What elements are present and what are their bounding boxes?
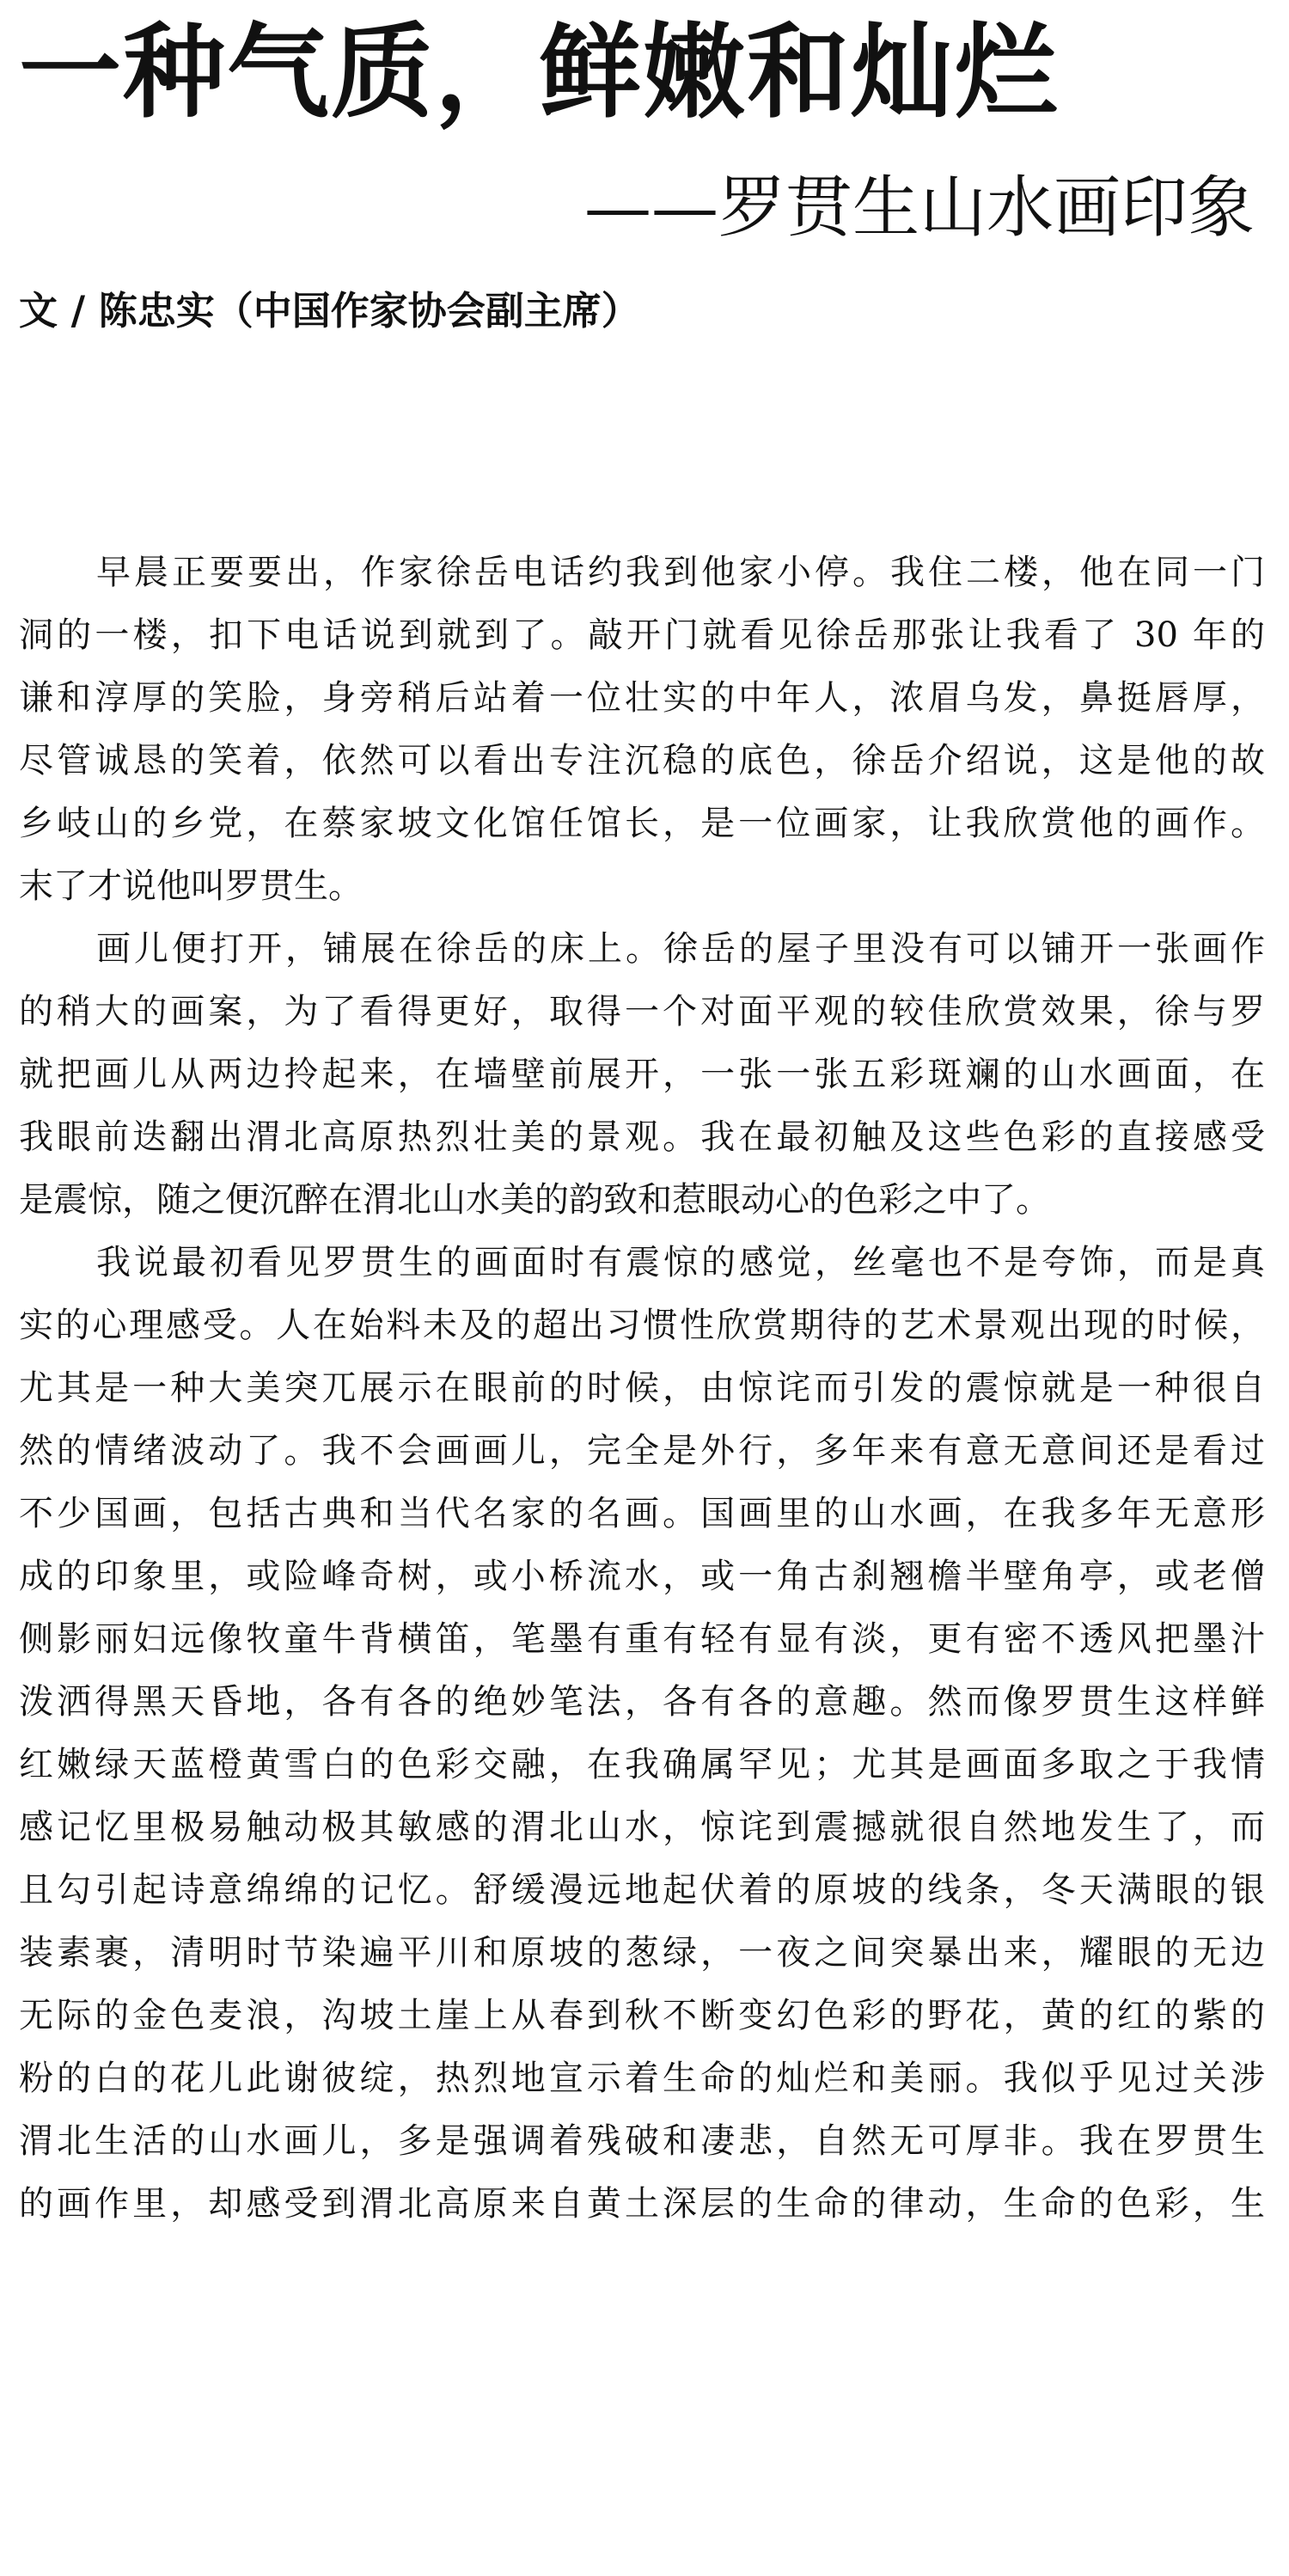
article-title: 一种气质，鲜嫩和灿烂 xyxy=(19,12,1059,132)
text-line: 无际的金色麦浪，沟坡土崖上从春到秋不断变幻色彩的野花，黄的红的紫的 xyxy=(19,1996,1265,2035)
text-line: 渭北生活的山水画儿，多是强调着残破和凄悲，自然无可厚非。我在罗贯生 xyxy=(19,2121,1265,2161)
text-line: 尽管诚恳的笑着，依然可以看出专注沉稳的底色，徐岳介绍说，这是他的故 xyxy=(19,741,1265,780)
text-line: 是震惊，随之便沉醉在渭北山水美的韵致和惹眼动心的色彩之中了。 xyxy=(19,1180,1050,1220)
text-line: 感记忆里极易触动极其敏感的渭北山水，惊诧到震撼就很自然地发生了，而 xyxy=(19,1808,1265,1847)
text-line: 红嫩绿天蓝橙黄雪白的色彩交融，在我确属罕见；尤其是画面多取之于我情 xyxy=(19,1745,1265,1784)
paragraph-1 xyxy=(19,542,1265,918)
text-line: 画儿便打开，铺展在徐岳的床上。徐岳的屋子里没有可以铺开一张画作 xyxy=(96,929,1265,969)
text-line: 乡岐山的乡党，在蔡家坡文化馆任馆长，是一位画家，让我欣赏他的画作。 xyxy=(19,804,1265,843)
paragraph-2 xyxy=(19,918,1265,1232)
text-line: 成的印象里，或险峰奇树，或小桥流水，或一角古刹翘檐半壁角亭，或老僧 xyxy=(19,1557,1265,1596)
text-line: 就把画儿从两边拎起来，在墙壁前展开，一张一张五彩斑斓的山水画面，在 xyxy=(19,1055,1265,1094)
text-line: 泼洒得黑天昏地，各有各的绝妙笔法，各有各的意趣。然而像罗贯生这样鲜 xyxy=(19,1682,1265,1722)
text-line: 实的心理感受。人在始料未及的超出习惯性欣赏期待的艺术景观出现的时候， xyxy=(19,1306,1265,1345)
paragraph-3 xyxy=(19,1232,1265,2236)
text-line: 谦和淳厚的笑脸，身旁稍后站着一位壮实的中年人，浓眉乌发，鼻挺唇厚， xyxy=(19,678,1265,718)
text-line: 然的情绪波动了。我不会画画儿，完全是外行，多年来有意无意间还是看过 xyxy=(19,1431,1265,1471)
article-body xyxy=(19,542,1265,2236)
text-line: 洞的一楼，扣下电话说到就到了。敲开门就看见徐岳那张让我看了 30 年的 xyxy=(19,615,1265,655)
text-line: 的画作里，却感受到渭北高原来自黄土深层的生命的律动，生命的色彩，生 xyxy=(19,2184,1265,2224)
text-line: 的稍大的画案，为了看得更好，取得一个对面平观的较佳欣赏效果，徐与罗 xyxy=(19,992,1265,1031)
text-line: 装素裹，清明时节染遍平川和原坡的葱绿，一夜之间突暴出来，耀眼的无边 xyxy=(19,1933,1265,1973)
text-line: 粉的白的花儿此谢彼绽，热烈地宣示着生命的灿烂和美丽。我似乎见过关涉 xyxy=(19,2059,1265,2098)
text-line: 末了才说他叫罗贯生。 xyxy=(19,866,363,906)
text-line: 我眼前迭翻出渭北高原热烈壮美的景观。我在最初触及这些色彩的直接感受 xyxy=(19,1117,1265,1157)
author-byline: 文 / 陈忠实（中国作家协会副主席） xyxy=(19,288,640,333)
text-line: 我说最初看见罗贯生的画面时有震惊的感觉，丝毫也不是夸饰，而是真 xyxy=(96,1243,1265,1282)
text-line: 尤其是一种大美突兀展示在眼前的时候，由惊诧而引发的震惊就是一种很自 xyxy=(19,1368,1265,1408)
article-subtitle: ——罗贯生山水画印象 xyxy=(583,169,1255,247)
text-line: 侧影丽妇远像牧童牛背横笛，笔墨有重有轻有显有淡，更有密不透风把墨汁 xyxy=(19,1619,1265,1659)
text-line: 不少国画，包括古典和当代名家的名画。国画里的山水画，在我多年无意形 xyxy=(19,1494,1265,1533)
text-line: 且勾引起诗意绵绵的记忆。舒缓漫远地起伏着的原坡的线条，冬天满眼的银 xyxy=(19,1870,1265,1910)
text-line: 早晨正要要出，作家徐岳电话约我到他家小停。我住二楼，他在同一门 xyxy=(96,553,1265,592)
